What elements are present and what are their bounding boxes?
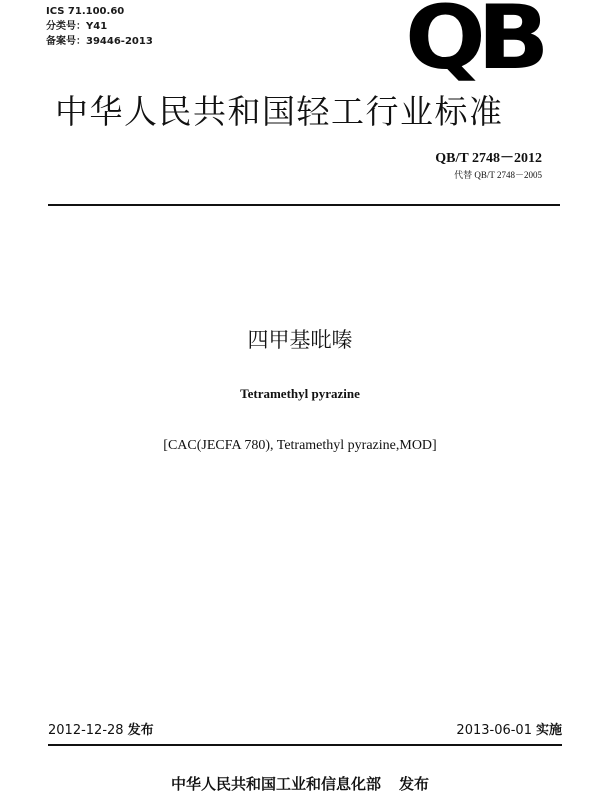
standard-number-block bbox=[435, 150, 542, 182]
issuer-line bbox=[0, 774, 600, 794]
standard-name-english: Tetramethyl pyrazine bbox=[240, 386, 360, 401]
standard-number: QB/T 2748－2012 bbox=[435, 151, 542, 166]
document-metadata bbox=[46, 4, 153, 49]
record-number: 备案号：39446-2013 bbox=[46, 36, 153, 47]
replaces-standard: 代替 QB/T 2748－2005 bbox=[454, 170, 542, 180]
classification-code: 分类号：Y41 bbox=[46, 21, 108, 32]
publish-label: 发布 bbox=[127, 723, 154, 738]
publish-date-line bbox=[48, 722, 154, 740]
implement-date-line bbox=[456, 722, 562, 740]
top-divider bbox=[48, 204, 560, 206]
issuer-label: 发布 bbox=[399, 775, 430, 793]
issuer-name: 中华人民共和国工业和信息化部 bbox=[170, 775, 381, 793]
adoption-reference: [CAC(JECFA 780), Tetramethyl pyrazine,MOD] bbox=[163, 438, 437, 453]
qb-logo bbox=[405, 0, 541, 89]
ics-code: ICS 71.100.60 bbox=[46, 6, 125, 17]
standard-name-chinese: 四甲基吡嗪 bbox=[247, 328, 353, 352]
qb-logo-text: QB bbox=[405, 0, 541, 89]
bottom-divider bbox=[48, 744, 562, 746]
publish-date: 2012-12-28 bbox=[48, 723, 124, 738]
implement-label: 实施 bbox=[535, 723, 562, 738]
standard-category-title: 中华人民共和国轻工行业标准 bbox=[55, 92, 504, 131]
implement-date: 2013-06-01 bbox=[456, 723, 532, 738]
